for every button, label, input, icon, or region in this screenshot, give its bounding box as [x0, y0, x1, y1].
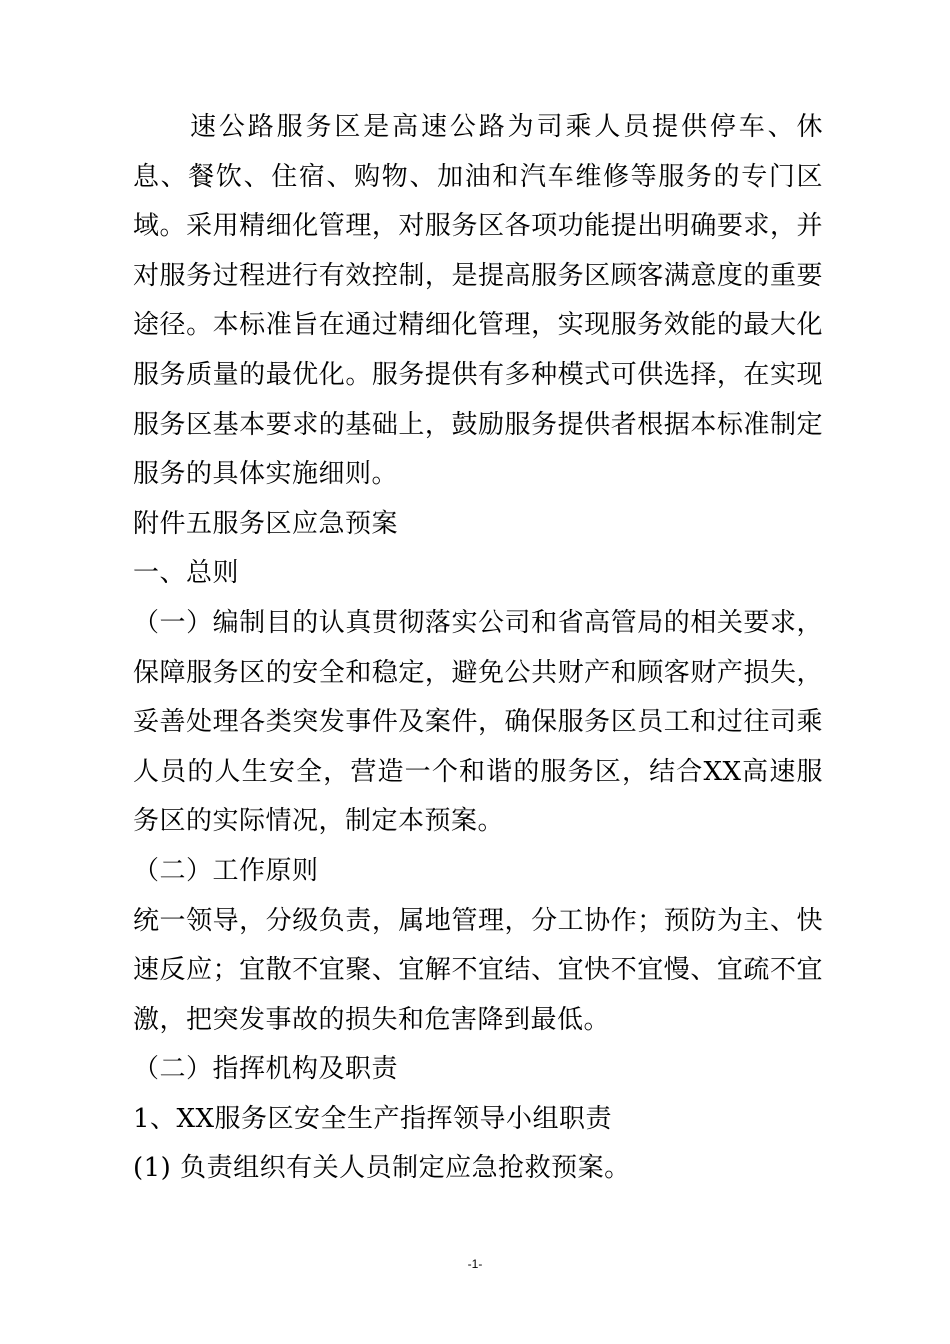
page-number: -1- [467, 1257, 483, 1271]
list-heading-leadership: 1、XX服务区安全生产指挥领导小组职责 [133, 1103, 613, 1134]
purpose-paragraph: （一）编制目的认真贯彻落实公司和省高管局的相关要求，保障服务区的安全和稳定，避免公共财产和顾客财产损失，妥善处理各类突发事件及案件，确保服务区员工和过往司乘人员的人生安全，营造一个和谐的服务区，结合XX高速服务区的实际情况，制定本预案。 [133, 607, 823, 837]
subsection-heading-command: （二）指挥机构及职责 [133, 1054, 399, 1085]
subsection-heading-principles: （二）工作原则 [133, 855, 319, 886]
list-item-1: (1) 负责组织有关人员制定应急抢救预案。 [133, 1153, 631, 1184]
appendix-title: 附件五服务区应急预案 [133, 508, 399, 539]
document-body [133, 103, 823, 1194]
intro-paragraph: 速公路服务区是高速公路为司乘人员提供停车、休息、餐饮、住宿、购物、加油和汽车维修等服务的专门区域。采用精细化管理，对服务区各项功能提出明确要求，并对服务过程进行有效控制，是提高服务区顾客满意度的重要途径。本标准旨在通过精细化管理，实现服务效能的最大化服务质量的最优化。服务提供有多种模式可供选择，在实现服务区基本要求的基础上，鼓励服务提供者根据本标准制定服务的具体实施细则。 [133, 112, 823, 490]
section-heading-general: 一、总则 [133, 558, 240, 589]
principles-paragraph: 统一领导，分级负责，属地管理，分工协作；预防为主、快速反应；宜散不宜聚、宜解不宜结、宜快不宜慢、宜疏不宜激，把突发事故的损失和危害降到最低。 [133, 905, 823, 1035]
